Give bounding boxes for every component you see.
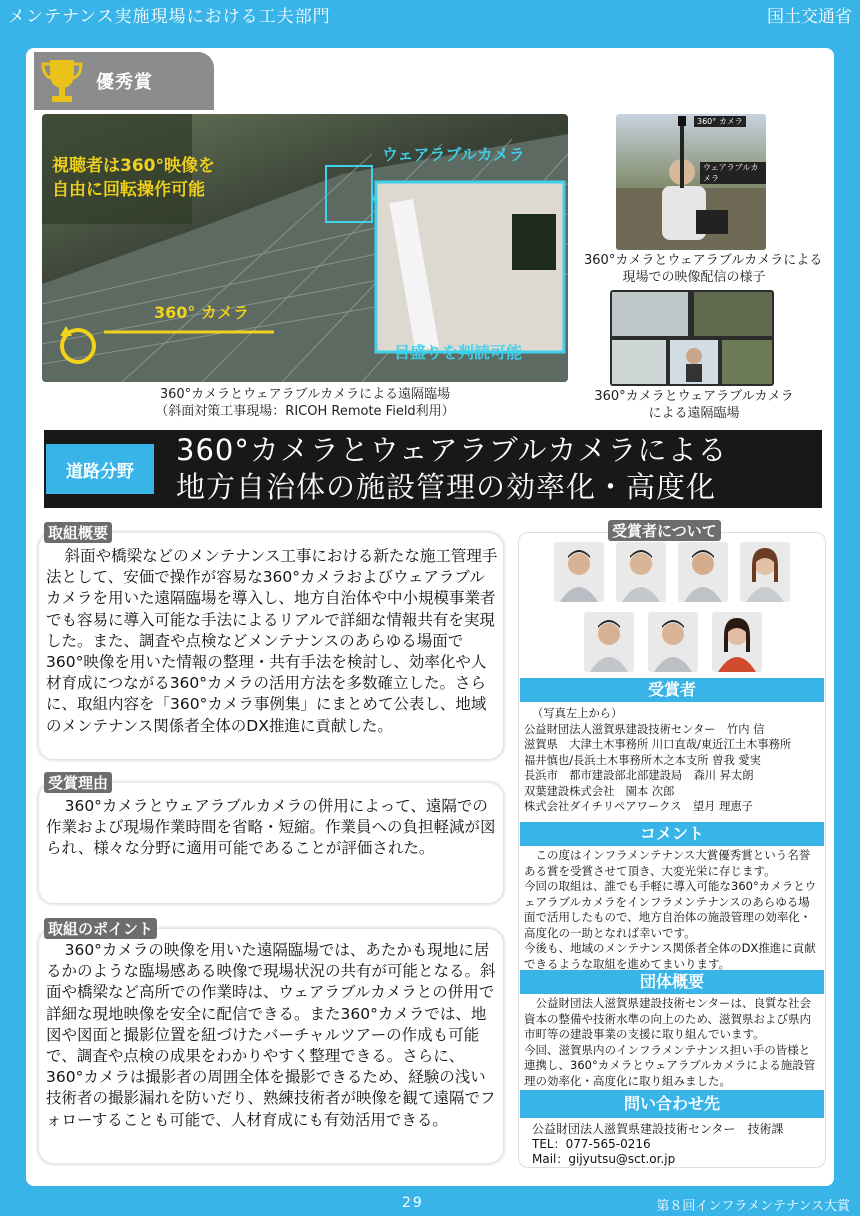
main-photo [42, 114, 568, 382]
contact-org: 公益財団法人滋賀県建設技術センター 技術課 [532, 1122, 784, 1136]
points-text [46, 940, 498, 1131]
page-number: 29 [402, 1195, 424, 1211]
contact-heading: 問い合わせ先 [520, 1090, 824, 1118]
reason-heading: 受賞理由 [44, 772, 112, 793]
recipient-line: 滋賀県 大津土木事務所 川口直哉/東近江土木事務所 [524, 738, 792, 751]
avatar [740, 542, 790, 602]
onsite-360-tag: 360° カメラ [694, 116, 746, 127]
title-line2: 地方自治体の施設管理の効率化・高度化 [176, 470, 717, 504]
award-label: 優秀賞 [96, 72, 153, 93]
overview-heading: 取組概要 [44, 522, 112, 543]
comment-heading: コメント [520, 822, 824, 846]
reason-text [46, 796, 498, 860]
title-line1: 360°カメラとウェアラブルカメラによる [176, 433, 728, 467]
overview-text [46, 546, 498, 737]
points-paragraph: 360°カメラの映像を用いた遠隔臨場では、あたかも現地に居るかのような臨場感ある映像で現場状況の共有が可能となる。斜面や橋梁など高所での作業時は、ウェアラブルカメラとの併用で詳細な現地映像を安全に配信できる。また360°カメラでは、地図や図面と撮影位置を紐づけたバーチャルツアーの作成も可能で、調査や点検の成果をわかりやすく整理できる。さらに、360°カメラは撮影者の周囲全体を撮影できるため、経験の浅い技術者の撮影漏れを防いだり、熟練技術者が映像を観て遠隔でフォローすることも可能で、人材育成にも有効活用できる。 [46, 941, 496, 1129]
trophy-icon [40, 56, 84, 106]
onsite-wearable-tag: ウェアラブルカメラ [700, 162, 766, 184]
overview-paragraph: 斜面や橋梁などのメンテナンス工事における新たな施工管理手法として、安価で操作が容易な360°カメラおよびウェアラブルカメラを用いた遠隔臨場を導入し、地方自治体や中小規模事業者でも容易に導入可能な手法によるリアルで詳細な情報共有を実現した。また、調査や点検などメンテナンスのあらゆる場面で360°映像を用いた情報の整理・共有手法を検討し、効率化や人材育成につながる360°カメラの活用方法を多数確立した。さらに、取組内容を「360°カメラ事例集」にまとめて公表し、地域のメンテナンス関係者全体のDX推進に貢献した。 [46, 547, 498, 735]
ministry-label: 国土交通省 [767, 7, 852, 27]
org-text: 公益財団法人滋賀県建設技術センターは、良質な社会資本の整備や技術水準の向上のため、滋賀県および県内市町等の建設事業の支援に取り組んでいます。 今回、滋賀県内のインフラメンテナンス担い手の皆様と連携し、360°カメラとウェアラブルカメラによる施設管理の効率化・高度化に取り組みました。 [524, 996, 816, 1088]
avatar [712, 612, 762, 672]
contact-block [532, 1122, 820, 1167]
recipient-line: 長浜市 都市建設部北部建設局 森川 昇太朗 [524, 769, 754, 782]
recipient-line: 双葉建設株式会社 園本 次郎 [524, 784, 675, 798]
recipient-photos [548, 542, 798, 676]
points-heading: 取組のポイント [44, 918, 157, 939]
overlay-viewer-text: 視聴者は360°映像を 自由に回転操作可能 [52, 156, 215, 200]
page-title [176, 432, 816, 506]
remote-session-photo [610, 290, 774, 386]
org-heading: 団体概要 [520, 970, 824, 994]
recipient-line: 公益財団法人滋賀県建設技術センター 竹内 信 [524, 722, 765, 736]
main-caption-line1: 360°カメラとウェアラブルカメラによる遠隔臨場 [159, 387, 451, 402]
about-recipients-heading: 受賞者について [608, 520, 721, 541]
overlay-360-label: 360° カメラ [154, 303, 249, 322]
avatar [616, 542, 666, 602]
contact-mail[interactable]: Mail：gijyutsu@sct.or.jp [532, 1152, 676, 1166]
footer-award-title: 第８回インフラメンテナンス大賞 [656, 1199, 850, 1214]
contact-tel: TEL：077-565-0216 [532, 1137, 651, 1151]
recipients-list [524, 706, 824, 815]
remote-session-caption: 360°カメラとウェアラブルカメラ による遠隔臨場 [594, 389, 794, 421]
recipient-line: 株式会社ダイチリペアワークス 望月 理恵子 [524, 800, 753, 813]
recipients-heading: 受賞者 [520, 678, 824, 702]
recipient-line: 福井慎也/長浜土木事務所木之本支所 曽我 愛実 [524, 753, 761, 767]
recipients-note: （写真左上から） [532, 707, 623, 720]
category-title: メンテナンス実施現場における工夫部門 [8, 7, 331, 27]
overlay-wearable-label: ウェアラブルカメラ [382, 145, 525, 164]
reason-paragraph: 360°カメラとウェアラブルカメラの併用によって、遠隔での作業および現場作業時間を省略・短縮。作業員への負担軽減が図られ、様々な分野に適用可能であることが評価された。 [46, 797, 496, 858]
field-tag: 道路分野 [46, 444, 154, 494]
main-photo-caption [42, 386, 568, 420]
avatar [678, 542, 728, 602]
video-conference-image [610, 290, 774, 386]
avatar [648, 612, 698, 672]
onsite-photo [616, 114, 766, 250]
avatar [554, 542, 604, 602]
comment-text: この度はインフラメンテナンス大賞優秀賞という名誉ある賞を受賞させて頂き、大変光栄に存じます。 今回の取組は、誰でも手軽に導入可能な360°カメラとウェアラブルカメラをインフラメンテナンスのあらゆる場面で活用したもので、地方自治体の施設管理の効率化・高度化の一助となれば幸いです。 今後も、地域のメンテナンス関係者全体のDX推進に貢献できるような取組を進めてまいります。 [524, 848, 817, 971]
avatar [584, 612, 634, 672]
onsite-photo-caption: 360°カメラとウェアラブルカメラによる 現場での映像配信の様子 [584, 253, 823, 285]
overlay-scale-label: 目盛りを判読可能 [394, 343, 523, 362]
main-caption-line2: （斜面対策工事現場：RICOH Remote Field利用） [155, 404, 455, 419]
